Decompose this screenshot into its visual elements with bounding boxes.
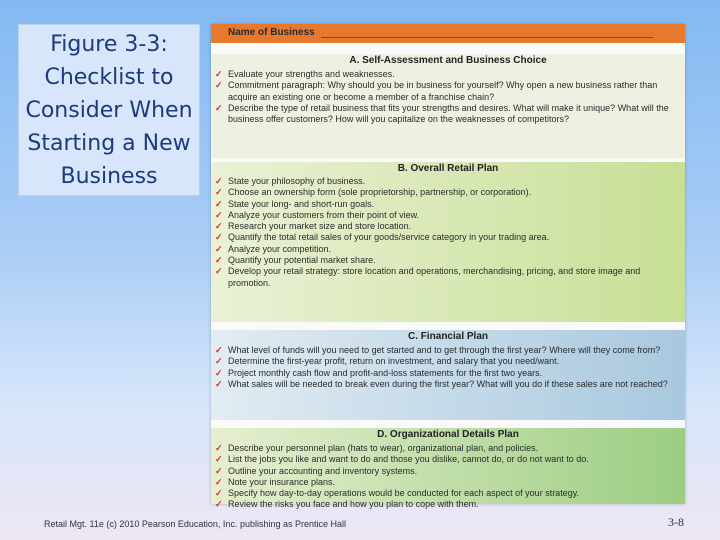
section-self-assessment <box>211 54 685 158</box>
checkmark-icon: ✓ <box>215 80 223 91</box>
name-of-business-bar <box>211 24 685 43</box>
checklist-item <box>215 466 677 477</box>
section-financial-plan <box>211 330 685 420</box>
checklist-item <box>215 176 677 187</box>
checklist-item-text: Analyze your customers from their point of view. <box>228 209 420 220</box>
checklist-item-text: What level of funds will you need to get started and to get through the first year? Where will they come from? <box>228 345 661 355</box>
checklist-item-text: Evaluate your strengths and weaknesses. <box>228 69 395 79</box>
checklist-item-text: Analyze your competition. <box>228 243 332 254</box>
checklist-item <box>215 499 677 510</box>
checkmark-icon: ✓ <box>215 356 223 367</box>
checklist-item <box>215 368 677 379</box>
checklist-item-text: State your long- and short-run goals. <box>228 198 375 209</box>
checkmark-icon: ✓ <box>215 187 223 198</box>
checkmark-icon: ✓ <box>215 176 223 186</box>
name-of-business-blank-line <box>321 37 653 38</box>
checkmark-icon: ✓ <box>215 378 223 389</box>
checklist-item-text: Describe the type of retail business that fits your strengths and desires. What will make it unique? What will the business offer customers? How will you capitalize on the weaknesses of competitors? <box>228 102 669 125</box>
footer-copyright: Retail Mgt. 11e (c) 2010 Pearson Education, Inc. publishing as Prentice Hall <box>44 519 346 529</box>
checklist-item <box>215 210 677 221</box>
checklist <box>215 176 677 289</box>
checkmark-icon: ✓ <box>215 198 223 209</box>
checkmark-icon: ✓ <box>215 221 223 232</box>
checklist-item-text: Specify how day-to-day operations would be conducted for each aspect of your strategy. <box>228 488 580 499</box>
section-heading: B. Overall Retail Plan <box>397 163 499 174</box>
section-organizational-details-plan <box>211 428 685 510</box>
checkmark-icon: ✓ <box>215 465 223 476</box>
checklist-item <box>215 266 677 289</box>
checklist-item-text: Choose an ownership form (sole proprietorship, partnership, or corporation). <box>228 187 532 198</box>
name-of-business-label: Name of Business <box>228 27 315 38</box>
slide-title: Figure 3-3: Checklist to Consider When Starting a New Business <box>25 31 193 189</box>
section-heading: C. Financial Plan <box>407 331 489 342</box>
checklist-item <box>215 255 677 266</box>
checklist-item <box>215 103 677 126</box>
checkmark-icon: ✓ <box>215 488 223 499</box>
checklist-item <box>215 244 677 255</box>
checkmark-icon: ✓ <box>215 443 223 453</box>
checklist-item <box>215 454 677 465</box>
checkmark-icon: ✓ <box>215 102 223 113</box>
checklist-item-text: Note your insurance plans. <box>228 476 336 487</box>
checklist-item <box>215 477 677 488</box>
checklist-item <box>215 80 677 103</box>
checklist-item-text: Quantify your potential market share. <box>228 255 376 266</box>
checklist-item <box>215 345 677 356</box>
checklist-item <box>215 199 677 210</box>
checkmark-icon: ✓ <box>215 266 223 277</box>
checklist-item-text: Outline your accounting and inventory systems. <box>228 465 418 476</box>
checklist <box>215 69 677 125</box>
checkmark-icon: ✓ <box>215 232 223 243</box>
checkmark-icon: ✓ <box>215 476 223 487</box>
checklist-item-text: Quantify the total retail sales of your goods/service category in your trading area. <box>228 232 550 243</box>
checklist-item-text: Project monthly cash flow and profit-and-loss statements for the first two years. <box>228 367 543 378</box>
checklist-item-text: Determine the first-year profit, return on investment, and salary that you need/want. <box>228 356 560 367</box>
checklist-item <box>215 356 677 367</box>
slide-number: 3-8 <box>668 515 684 529</box>
checklist-item-text: Review the risks you face and how you plan to cope with them. <box>228 499 479 510</box>
checkmark-icon: ✓ <box>215 243 223 254</box>
checkmark-icon: ✓ <box>215 209 223 220</box>
checklist <box>215 443 677 511</box>
slide-title-box <box>18 24 200 196</box>
checklist-figure <box>211 24 685 510</box>
checklist-item-text: Describe your personnel plan (hats to wear), organizational plan, and policies. <box>228 443 539 453</box>
checkmark-icon: ✓ <box>215 69 223 79</box>
section-heading: D. Organizational Details Plan <box>377 429 519 440</box>
checklist-item-text: Research your market size and store location. <box>228 221 412 232</box>
checkmark-icon: ✓ <box>215 255 223 266</box>
checklist-item-text: Commitment paragraph: Why should you be in business for yourself? Why open a new business rather than acquire an existing one or become a member of a franchise chain? <box>228 80 658 102</box>
checklist-item <box>215 443 677 454</box>
checklist-item <box>215 379 677 390</box>
checkmark-icon: ✓ <box>215 367 223 378</box>
checklist-item-text: What sales will be needed to break even during the first year? What will you do if these sales are not reached? <box>228 378 668 389</box>
section-heading: A. Self-Assessment and Business Choice <box>349 55 547 66</box>
checklist-item <box>215 69 677 80</box>
section-overall-retail-plan <box>211 162 685 322</box>
checklist-item-text: List the jobs you like and want to do and those you dislike, cannot do, or do not want to do. <box>228 454 589 465</box>
checklist-item-text: Develop your retail strategy: store location and operations, merchandising, pricing, and store image and promotion. <box>228 266 641 288</box>
checklist-item <box>215 221 677 232</box>
checkmark-icon: ✓ <box>215 499 223 510</box>
checklist-item <box>215 488 677 499</box>
checkmark-icon: ✓ <box>215 345 223 355</box>
checkmark-icon: ✓ <box>215 454 223 465</box>
checklist-item <box>215 187 677 198</box>
checklist-item <box>215 232 677 243</box>
checklist <box>215 345 677 390</box>
checklist-item-text: State your philosophy of business. <box>228 176 366 186</box>
